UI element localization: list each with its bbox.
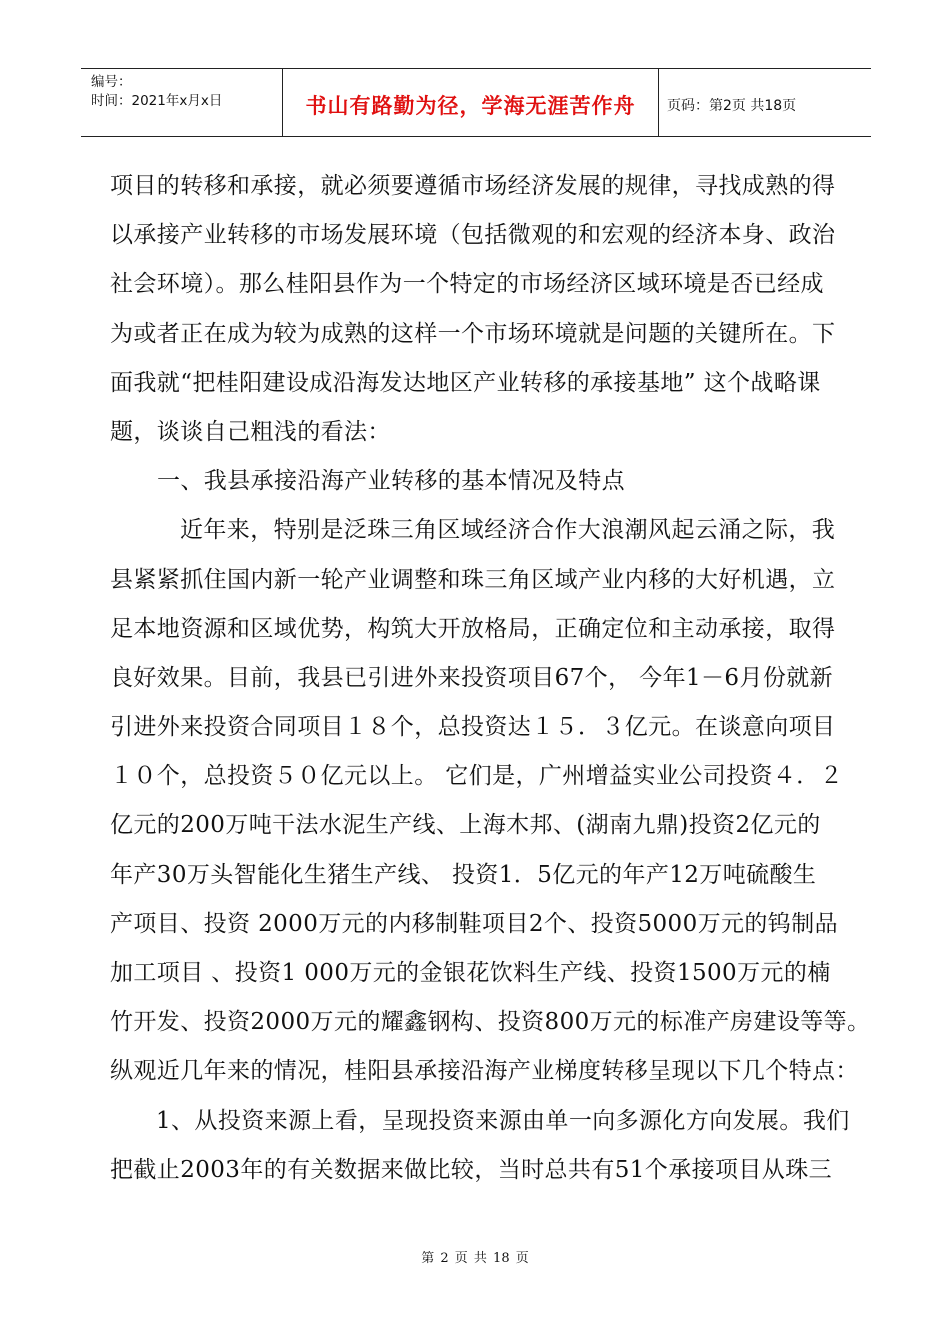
- text-line: 足本地资源和区域优势，构筑大开放格局，正确定位和主动承接，取得: [110, 615, 836, 642]
- text-line: 以承接产业转移的市场发展环境（包括微观的和宏观的经济本身、政治: [110, 222, 836, 249]
- text-line: 为或者正在成为较为成熟的这样一个市场环境就是问题的关键所在。下: [110, 320, 836, 347]
- text-line: 题，谈谈自己粗浅的看法：: [110, 418, 391, 445]
- text-line: 加工项目 、投资1 000万元的金银花饮料生产线、投资1500万元的楠: [110, 960, 831, 986]
- text-line: 面我就“把桂阳建设成沿海发达地区产业转移的承接基地” 这个战略课: [110, 369, 821, 396]
- text-line: 近年来，特别是泛珠三角区域经济合作大浪潮风起云涌之际，我: [180, 517, 836, 544]
- document-body: [110, 162, 871, 1195]
- section-heading: 一、我县承接沿海产业转移的基本情况及特点: [157, 468, 625, 495]
- text-line: 竹开发、投资2000万元的耀鑫钢构、投资800万元的标准产房建设等等。: [110, 1009, 871, 1036]
- document-number-label: 编号：: [91, 74, 132, 90]
- text-line: 良好效果。目前，我县已引进外来投资项目67个， 今年1－6月份就新: [110, 664, 834, 691]
- text-line: 亿元的200万吨干法水泥生产线、上海木邦、(湖南九鼎)投资2亿元的: [110, 812, 821, 839]
- text-line: 纵观近几年来的情况，桂阳县承接沿海产业梯度转移呈现以下几个特点：: [110, 1058, 859, 1085]
- text-line: 产项目、投资 2000万元的内移制鞋项目2个、投资5000万元的钨制品: [110, 910, 839, 937]
- header-motto: 书山有路勤为径，学海无涯苦作舟: [305, 93, 636, 118]
- text-line: 县紧紧抓住国内新一轮产业调整和珠三角区域产业内移的大好机遇，立: [110, 566, 836, 593]
- header-motto-cell: [283, 69, 659, 136]
- text-line: 引进外来投资合同项目１８个，总投资达１５．３亿元。在谈意向项目: [110, 714, 836, 741]
- text-line: 年产30万头智能化生猪生产线、 投资1．5亿元的年产12万吨硫酸生: [110, 861, 817, 888]
- text-line: １０个，总投资５０亿元以上。 它们是，广州增益实业公司投资４．２: [110, 763, 844, 790]
- text-line: 项目的转移和承接，就必须要遵循市场经济发展的规律，寻找成熟的得: [110, 173, 836, 199]
- header-page-info: 页码：第2页 共18页: [667, 97, 797, 114]
- text-line: 社会环境）。那么桂阳县作为一个特定的市场经济区域环境是否已经成: [110, 271, 824, 298]
- text-line: 1、从投资来源上看，呈现投资来源由单一向多源化方向发展。我们: [156, 1107, 850, 1134]
- header-meta: [81, 69, 283, 136]
- text-line: 把截止2003年的有关数据来做比较，当时总共有51个承接项目从珠三: [110, 1156, 832, 1183]
- header-page-info-cell: [659, 69, 871, 136]
- header-table: [81, 68, 871, 137]
- page-footer: 第 2 页 共 18 页: [421, 1251, 529, 1266]
- document-time-label: 时间：2021年x月x日: [91, 93, 223, 109]
